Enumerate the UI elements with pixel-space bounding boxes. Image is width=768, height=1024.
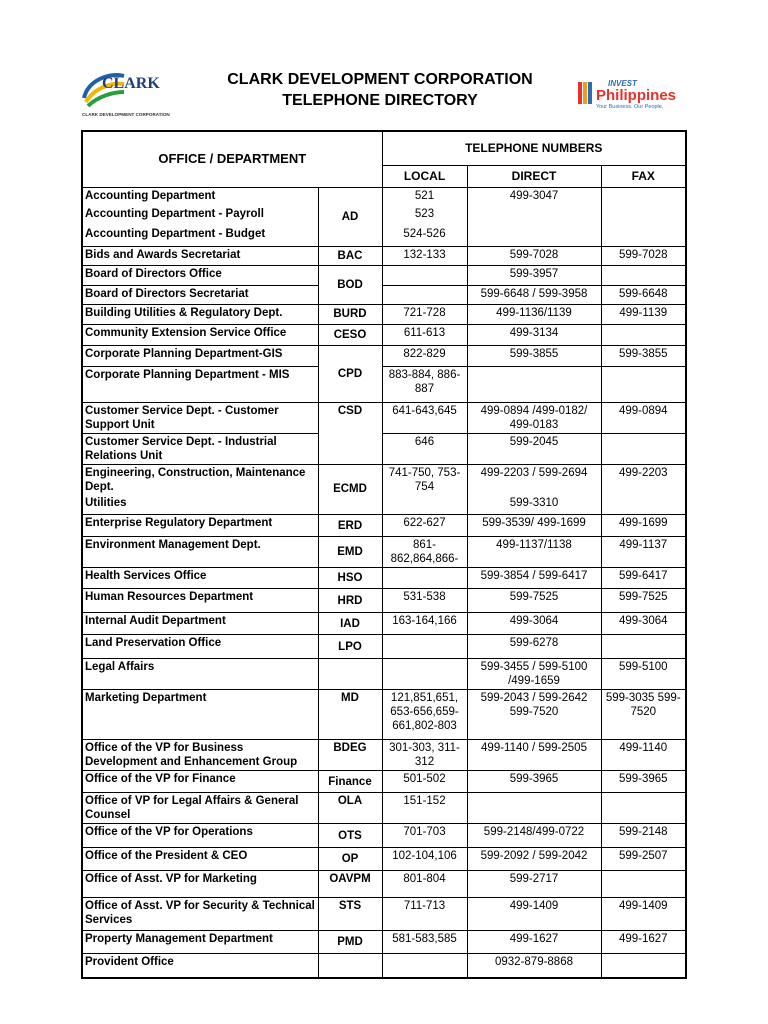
local-number: 883-884, 886-887 <box>382 366 467 402</box>
direct-number: 499-2203 / 599-2694 <box>467 464 601 495</box>
table-row <box>82 226 686 246</box>
office-name: Office of the VP for Business Development and Enhancement Group <box>82 740 318 771</box>
office-name: Enterprise Regulatory Department <box>82 515 318 537</box>
local-number: 711-713 <box>382 898 467 931</box>
fax-number <box>601 635 686 659</box>
direct-number: 599-6278 <box>467 635 601 659</box>
fax-number: 599-2507 <box>601 848 686 871</box>
fax-number: 599-6648 <box>601 285 686 304</box>
local-number <box>382 659 467 690</box>
office-name: Office of the President & CEO <box>82 848 318 871</box>
direct-number: 599-3855 <box>467 345 601 366</box>
fax-number <box>601 793 686 824</box>
clark-logo <box>80 68 190 118</box>
department-code: ERD <box>318 515 382 537</box>
office-name: Customer Service Dept. - Industrial Relations Unit <box>82 433 318 464</box>
table-row <box>82 265 686 285</box>
office-name: Health Services Office <box>82 568 318 589</box>
direct-number: 499-3134 <box>467 324 601 345</box>
direct-number: 599-6648 / 599-3958 <box>467 285 601 304</box>
department-code: BDEG <box>318 740 382 771</box>
table-row <box>82 848 686 871</box>
header-fax: FAX <box>601 165 686 187</box>
table-row <box>82 931 686 954</box>
table-row <box>82 515 686 537</box>
table-row <box>82 871 686 898</box>
direct-number: 499-1137/1138 <box>467 537 601 568</box>
table-row <box>82 568 686 589</box>
fax-number: 499-1139 <box>601 304 686 324</box>
local-number: 524-526 <box>382 226 467 246</box>
local-number: 121,851,651, 653-656,659- 661,802-803 <box>382 690 467 740</box>
office-name: Engineering, Construction, Maintenance Dept. <box>82 464 318 495</box>
direct-number <box>467 206 601 226</box>
table-row <box>82 402 686 433</box>
office-name: Utilities <box>82 495 318 515</box>
direct-number <box>467 226 601 246</box>
department-code: AD <box>318 187 382 246</box>
department-code <box>318 659 382 690</box>
local-number: 102-104,106 <box>382 848 467 871</box>
table-row <box>82 495 686 515</box>
table-row <box>82 187 686 206</box>
office-name: Office of the VP for Finance <box>82 771 318 793</box>
direct-number: 499-0894 /499-0182/ 499-0183 <box>467 402 601 433</box>
office-name: Land Preservation Office <box>82 635 318 659</box>
local-number: 501-502 <box>382 771 467 793</box>
svg-text:CLARK DEVELOPMENT CORPORATION: CLARK DEVELOPMENT CORPORATION <box>82 112 170 117</box>
direct-number: 599-2717 <box>467 871 601 898</box>
table-row <box>82 537 686 568</box>
office-name: Marketing Department <box>82 690 318 740</box>
local-number: 801-804 <box>382 871 467 898</box>
direct-number: 499-3047 <box>467 187 601 206</box>
direct-number: 499-1140 / 599-2505 <box>467 740 601 771</box>
office-name: Accounting Department - Budget <box>82 226 318 246</box>
department-code: HRD <box>318 589 382 613</box>
table-row <box>82 771 686 793</box>
local-number: 611-613 <box>382 324 467 345</box>
table-row <box>82 898 686 931</box>
office-name: Community Extension Service Office <box>82 324 318 345</box>
office-name: Board of Directors Secretariat <box>82 285 318 304</box>
fax-number: 499-3064 <box>601 613 686 635</box>
local-number: 641-643,645 <box>382 402 467 433</box>
local-number <box>382 568 467 589</box>
department-code: BOD <box>318 265 382 304</box>
local-number: 151-152 <box>382 793 467 824</box>
direct-number: 499-1627 <box>467 931 601 954</box>
fax-number: 499-1627 <box>601 931 686 954</box>
table-row <box>82 613 686 635</box>
department-code: OAVPM <box>318 871 382 898</box>
fax-number: 499-1409 <box>601 898 686 931</box>
table-row <box>82 366 686 402</box>
fax-number <box>601 324 686 345</box>
local-number <box>382 285 467 304</box>
local-number <box>382 635 467 659</box>
office-name: Office of the VP for Operations <box>82 824 318 848</box>
department-code: CESO <box>318 324 382 345</box>
department-code: EMD <box>318 537 382 568</box>
table-row <box>82 690 686 740</box>
department-code: BURD <box>318 304 382 324</box>
fax-number: 499-1699 <box>601 515 686 537</box>
svg-text:Philippines: Philippines <box>596 87 677 104</box>
fax-number: 499-1137 <box>601 537 686 568</box>
header-office-department: OFFICE / DEPARTMENT <box>82 131 382 187</box>
direct-number: 599-3957 <box>467 265 601 285</box>
directory-title-line1: CLARK DEVELOPMENT CORPORATION <box>227 71 533 88</box>
direct-number: 599-7525 <box>467 589 601 613</box>
table-row <box>82 659 686 690</box>
fax-number <box>601 871 686 898</box>
office-name: Legal Affairs <box>82 659 318 690</box>
table-row <box>82 433 686 464</box>
direct-number: 0932-879-8868 <box>467 954 601 978</box>
direct-number <box>467 793 601 824</box>
department-code: BAC <box>318 246 382 265</box>
office-name: Office of Asst. VP for Marketing <box>82 871 318 898</box>
local-number: 163-164,166 <box>382 613 467 635</box>
office-name: Property Management Department <box>82 931 318 954</box>
header-local: LOCAL <box>382 165 467 187</box>
table-row <box>82 324 686 345</box>
fax-number: 499-0894 <box>601 402 686 433</box>
department-code: STS <box>318 898 382 931</box>
office-name: Bids and Awards Secretariat <box>82 246 318 265</box>
fax-number: 599-3035 599-7520 <box>601 690 686 740</box>
table-row <box>82 824 686 848</box>
fax-number: 599-2148 <box>601 824 686 848</box>
office-name: Human Resources Department <box>82 589 318 613</box>
direct-number: 499-3064 <box>467 613 601 635</box>
directory-title-line2: TELEPHONE DIRECTORY <box>282 92 478 109</box>
office-name: Customer Service Dept. - Customer Support Unit <box>82 402 318 433</box>
office-name: Corporate Planning Department-GIS <box>82 345 318 366</box>
department-code: Finance <box>318 771 382 793</box>
table-row <box>82 464 686 495</box>
direct-number: 599-2043 / 599-2642 599-7520 <box>467 690 601 740</box>
table-row <box>82 635 686 659</box>
fax-number: 599-7028 <box>601 246 686 265</box>
direct-number: 599-3539/ 499-1699 <box>467 515 601 537</box>
local-number <box>382 954 467 978</box>
table-row <box>82 954 686 978</box>
department-code: CSD <box>318 402 382 464</box>
fax-number: 499-2203 <box>601 464 686 495</box>
svg-text:CLARK: CLARK <box>102 75 160 92</box>
direct-number: 599-3965 <box>467 771 601 793</box>
header-direct: DIRECT <box>467 165 601 187</box>
fax-number <box>601 226 686 246</box>
direct-number: 599-3854 / 599-6417 <box>467 568 601 589</box>
local-number: 822-829 <box>382 345 467 366</box>
direct-number: 599-3310 <box>467 495 601 515</box>
table-row <box>82 345 686 366</box>
fax-number <box>601 495 686 515</box>
local-number: 646 <box>382 433 467 464</box>
fax-number: 599-3855 <box>601 345 686 366</box>
direct-number: 599-2045 <box>467 433 601 464</box>
fax-number <box>601 954 686 978</box>
direct-number <box>467 366 601 402</box>
fax-number <box>601 265 686 285</box>
department-code: CPD <box>318 345 382 402</box>
department-code: PMD <box>318 931 382 954</box>
fax-number: 599-7525 <box>601 589 686 613</box>
department-code: OLA <box>318 793 382 824</box>
office-name: Environment Management Dept. <box>82 537 318 568</box>
office-name: Corporate Planning Department - MIS <box>82 366 318 402</box>
table-row <box>82 740 686 771</box>
department-code: IAD <box>318 613 382 635</box>
local-number: 132-133 <box>382 246 467 265</box>
department-code: OP <box>318 848 382 871</box>
direct-number: 599-2092 / 599-2042 <box>467 848 601 871</box>
table-row <box>82 589 686 613</box>
table-row <box>82 246 686 265</box>
office-name: Office of VP for Legal Affairs & General Counsel <box>82 793 318 824</box>
department-code: ECMD <box>318 464 382 515</box>
local-number: 581-583,585 <box>382 931 467 954</box>
fax-number: 499-1140 <box>601 740 686 771</box>
local-number: 531-538 <box>382 589 467 613</box>
department-code: LPO <box>318 635 382 659</box>
direct-number: 599-2148/499-0722 <box>467 824 601 848</box>
table-row <box>82 793 686 824</box>
department-code: OTS <box>318 824 382 848</box>
fax-number <box>601 206 686 226</box>
local-number: 861- 862,864,866- <box>382 537 467 568</box>
office-name: Office of Asst. VP for Security & Technical Services <box>82 898 318 931</box>
table-row <box>82 304 686 324</box>
local-number: 301-303, 311-312 <box>382 740 467 771</box>
svg-text:INVEST: INVEST <box>608 79 637 88</box>
office-name: Internal Audit Department <box>82 613 318 635</box>
direct-number: 599-7028 <box>467 246 601 265</box>
page-header <box>0 0 768 125</box>
invest-philippines-logo <box>578 76 688 112</box>
local-number <box>382 265 467 285</box>
office-name: Building Utilities & Regulatory Dept. <box>82 304 318 324</box>
table-row <box>82 285 686 304</box>
fax-number <box>601 187 686 206</box>
office-name: Provident Office <box>82 954 318 978</box>
department-code <box>318 954 382 978</box>
telephone-directory-table <box>81 130 687 979</box>
local-number <box>382 495 467 515</box>
fax-number <box>601 433 686 464</box>
office-name: Accounting Department <box>82 187 318 206</box>
svg-text:Your Business. Our People.: Your Business. Our People. <box>596 104 664 110</box>
department-code: HSO <box>318 568 382 589</box>
fax-number: 599-5100 <box>601 659 686 690</box>
fax-number <box>601 366 686 402</box>
local-number: 721-728 <box>382 304 467 324</box>
office-name: Board of Directors Office <box>82 265 318 285</box>
local-number: 521 <box>382 187 467 206</box>
direct-number: 499-1136/1139 <box>467 304 601 324</box>
direct-number: 499-1409 <box>467 898 601 931</box>
local-number: 523 <box>382 206 467 226</box>
table-row <box>82 206 686 226</box>
header-telephone-numbers: TELEPHONE NUMBERS <box>382 131 686 165</box>
local-number: 741-750, 753-754 <box>382 464 467 495</box>
fax-number: 599-3965 <box>601 771 686 793</box>
local-number: 701-703 <box>382 824 467 848</box>
direct-number: 599-3455 / 599-5100 /499-1659 <box>467 659 601 690</box>
local-number: 622-627 <box>382 515 467 537</box>
office-name: Accounting Department - Payroll <box>82 206 318 226</box>
department-code: MD <box>318 690 382 740</box>
fax-number: 599-6417 <box>601 568 686 589</box>
